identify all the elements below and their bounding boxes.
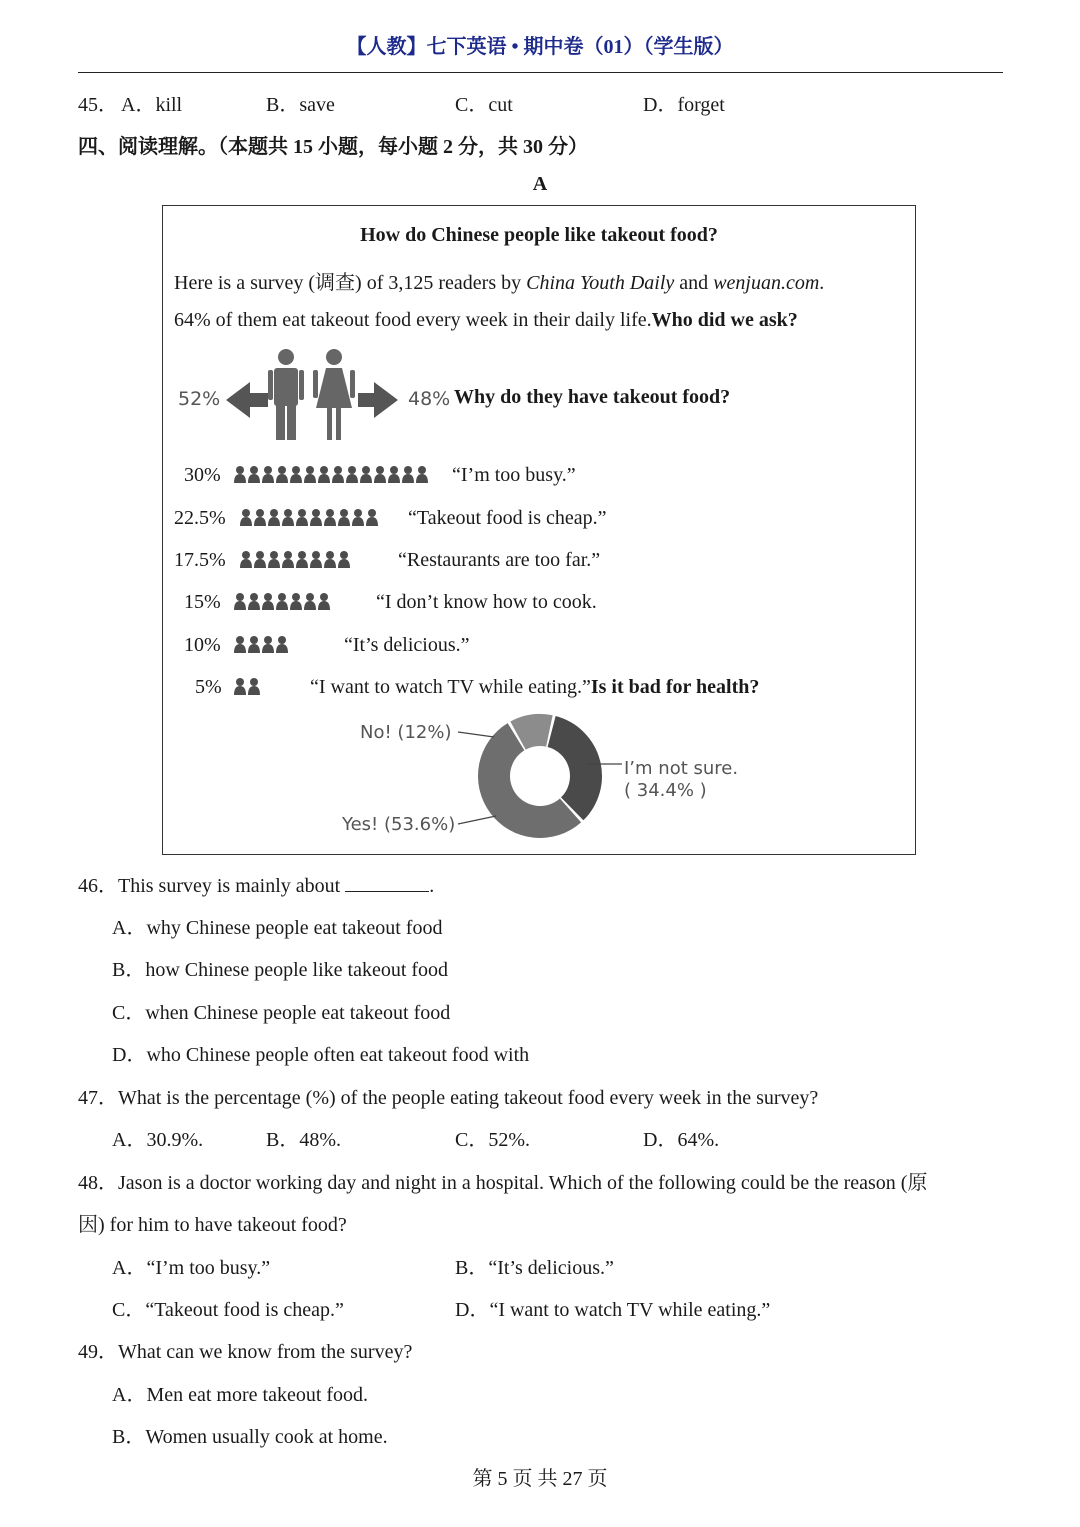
person-icon	[234, 678, 246, 695]
q46-stem-end: .	[429, 875, 435, 897]
q48-option-d: D．“I want to watch TV while eating.”	[455, 1299, 771, 1321]
reason-percent-6: 5%	[195, 676, 222, 698]
header-divider	[78, 72, 1003, 73]
q48-option-b: B．“It’s delicious.”	[455, 1257, 614, 1279]
reason-percent-5: 10%	[184, 634, 221, 656]
right-arrow-icon	[358, 382, 398, 418]
person-icon	[248, 678, 260, 695]
reason-percent-4: 15%	[184, 591, 221, 613]
section-title: 四、阅读理解。（本题共 15 小题，每小题 2 分，共 30 分）	[78, 136, 588, 158]
survey-weekly-text: 64% of them eat takeout food every week in their daily life.	[174, 309, 652, 331]
person-icon	[416, 466, 428, 483]
reason-icons-6	[234, 677, 274, 697]
person-icon	[290, 593, 302, 610]
reason-percent-3: 17.5%	[174, 549, 226, 571]
q46-answer-blank	[345, 873, 429, 892]
reason-text-4: “I don’t know how to cook.	[376, 591, 597, 613]
person-icon	[402, 466, 414, 483]
person-icon	[374, 466, 386, 483]
person-icon	[304, 466, 316, 483]
q48-stem-line-2: 因) for him to have takeout food?	[78, 1214, 347, 1236]
male-percent: 52%	[178, 388, 221, 410]
person-icon	[388, 466, 400, 483]
reason-line-6	[310, 676, 759, 699]
person-icon	[310, 509, 322, 526]
person-icon	[234, 593, 246, 610]
q49-option-b: B．Women usually cook at home.	[112, 1426, 388, 1448]
pie-label-notsure-2: ( 34.4% )	[624, 780, 707, 801]
q46-option-a: A．why Chinese people eat takeout food	[112, 917, 443, 939]
survey-intro-end: .	[819, 272, 825, 294]
person-icon	[318, 593, 330, 610]
person-icon	[338, 551, 350, 568]
reason-icons-5	[234, 635, 304, 655]
pie-label-notsure-1: I’m not sure.	[624, 758, 739, 779]
person-icon	[234, 636, 246, 653]
q45-option-a: A．kill	[121, 94, 183, 116]
survey-source-2: wenjuan.com	[713, 272, 820, 294]
yes-leader-line	[458, 816, 496, 824]
reason-text-3: “Restaurants are too far.”	[398, 549, 601, 571]
q47-stem: 47．What is the percentage (%) of the people eating takeout food every week in the survey?	[78, 1087, 819, 1109]
reason-text-6: “I want to watch TV while eating.”	[310, 676, 591, 698]
person-icon	[310, 551, 322, 568]
person-icon	[296, 509, 308, 526]
person-icon	[248, 593, 260, 610]
survey-source-1: China Youth Daily	[526, 272, 675, 294]
person-icon	[240, 509, 252, 526]
survey-title: How do Chinese people like takeout food?	[360, 224, 718, 246]
person-icon	[338, 509, 350, 526]
q49-stem: 49．What can we know from the survey?	[78, 1341, 413, 1363]
survey-intro-and: and	[674, 272, 714, 294]
reason-percent-2: 22.5%	[174, 507, 226, 529]
person-icon	[360, 466, 372, 483]
person-icon	[332, 466, 344, 483]
q47-option-b: B．48%.	[266, 1129, 341, 1151]
q46-option-c: C．when Chinese people eat takeout food	[112, 1002, 451, 1024]
reason-text-5: “It’s delicious.”	[344, 634, 470, 656]
who-heading: Who did we ask?	[651, 309, 798, 331]
person-icon	[254, 551, 266, 568]
q48-stem-line-1: 48．Jason is a doctor working day and night in a hospital. Which of the following could be the reason (原	[78, 1172, 928, 1194]
person-icon	[254, 509, 266, 526]
reason-icons-3	[240, 550, 360, 570]
passage-label: A	[532, 173, 548, 195]
reason-icons-4	[234, 592, 344, 612]
q47-option-c: C．52%.	[455, 1129, 530, 1151]
q47-option-a: A．30.9%.	[112, 1129, 204, 1151]
person-icon	[290, 466, 302, 483]
person-icon	[346, 466, 358, 483]
q45-option-d: D．forget	[643, 94, 725, 116]
no-leader-line	[458, 732, 494, 737]
survey-intro-pre: Here is a survey (调查) of 3,125 readers by	[174, 272, 527, 294]
header-title: 【人教】七下英语 • 期中卷（01）（学生版）	[346, 36, 734, 58]
q48-option-c: C．“Takeout food is cheap.”	[112, 1299, 344, 1321]
reason-icons-1	[234, 465, 434, 485]
person-icon	[304, 593, 316, 610]
pie-label-yes: Yes! (53.6%)	[342, 814, 456, 835]
person-icon	[282, 509, 294, 526]
q46-option-d: D．who Chinese people often eat takeout food with	[112, 1044, 530, 1066]
q45-option-c: C．cut	[455, 94, 513, 116]
person-icon	[262, 593, 274, 610]
person-icon	[262, 466, 274, 483]
person-icon	[262, 636, 274, 653]
q49-option-a: A．Men eat more takeout food.	[112, 1384, 369, 1406]
person-icon	[324, 509, 336, 526]
why-heading: Why do they have takeout food?	[454, 386, 731, 408]
survey-intro	[174, 266, 824, 295]
person-icon	[276, 466, 288, 483]
q46-stem	[78, 869, 434, 898]
page-footer: 第 5 页 共 27 页	[472, 1468, 608, 1490]
gender-figure-graphic	[222, 346, 402, 442]
q46-option-b: B．how Chinese people like takeout food	[112, 959, 449, 981]
female-percent: 48%	[408, 388, 451, 410]
q45-number: 45．	[78, 94, 118, 116]
person-icon	[234, 466, 246, 483]
person-icon	[366, 509, 378, 526]
reason-icons-2	[240, 508, 390, 528]
left-arrow-icon	[226, 382, 268, 418]
person-icon	[248, 466, 260, 483]
survey-weekly-line	[174, 309, 798, 332]
reason-text-1: “I’m too busy.”	[452, 464, 576, 486]
person-icon	[352, 509, 364, 526]
person-icon	[318, 466, 330, 483]
person-icon	[276, 636, 288, 653]
person-icon	[268, 509, 280, 526]
man-figure-icon	[268, 349, 304, 440]
q46-stem-text: 46．This survey is mainly about	[78, 875, 341, 897]
person-icon	[324, 551, 336, 568]
person-icon	[268, 551, 280, 568]
health-heading: Is it bad for health?	[590, 676, 760, 698]
person-icon	[282, 551, 294, 568]
person-icon	[248, 636, 260, 653]
person-icon	[240, 551, 252, 568]
q48-option-a: A．“I’m too busy.”	[112, 1257, 271, 1279]
person-icon	[276, 593, 288, 610]
donut-slices	[478, 714, 602, 838]
woman-figure-icon	[313, 349, 355, 440]
q47-option-d: D．64%.	[643, 1129, 720, 1151]
pie-label-no: No! (12%)	[360, 722, 452, 743]
reason-percent-1: 30%	[184, 464, 221, 486]
person-icon	[296, 551, 308, 568]
q45-option-b: B．save	[266, 94, 335, 116]
reason-text-2: “Takeout food is cheap.”	[408, 507, 607, 529]
